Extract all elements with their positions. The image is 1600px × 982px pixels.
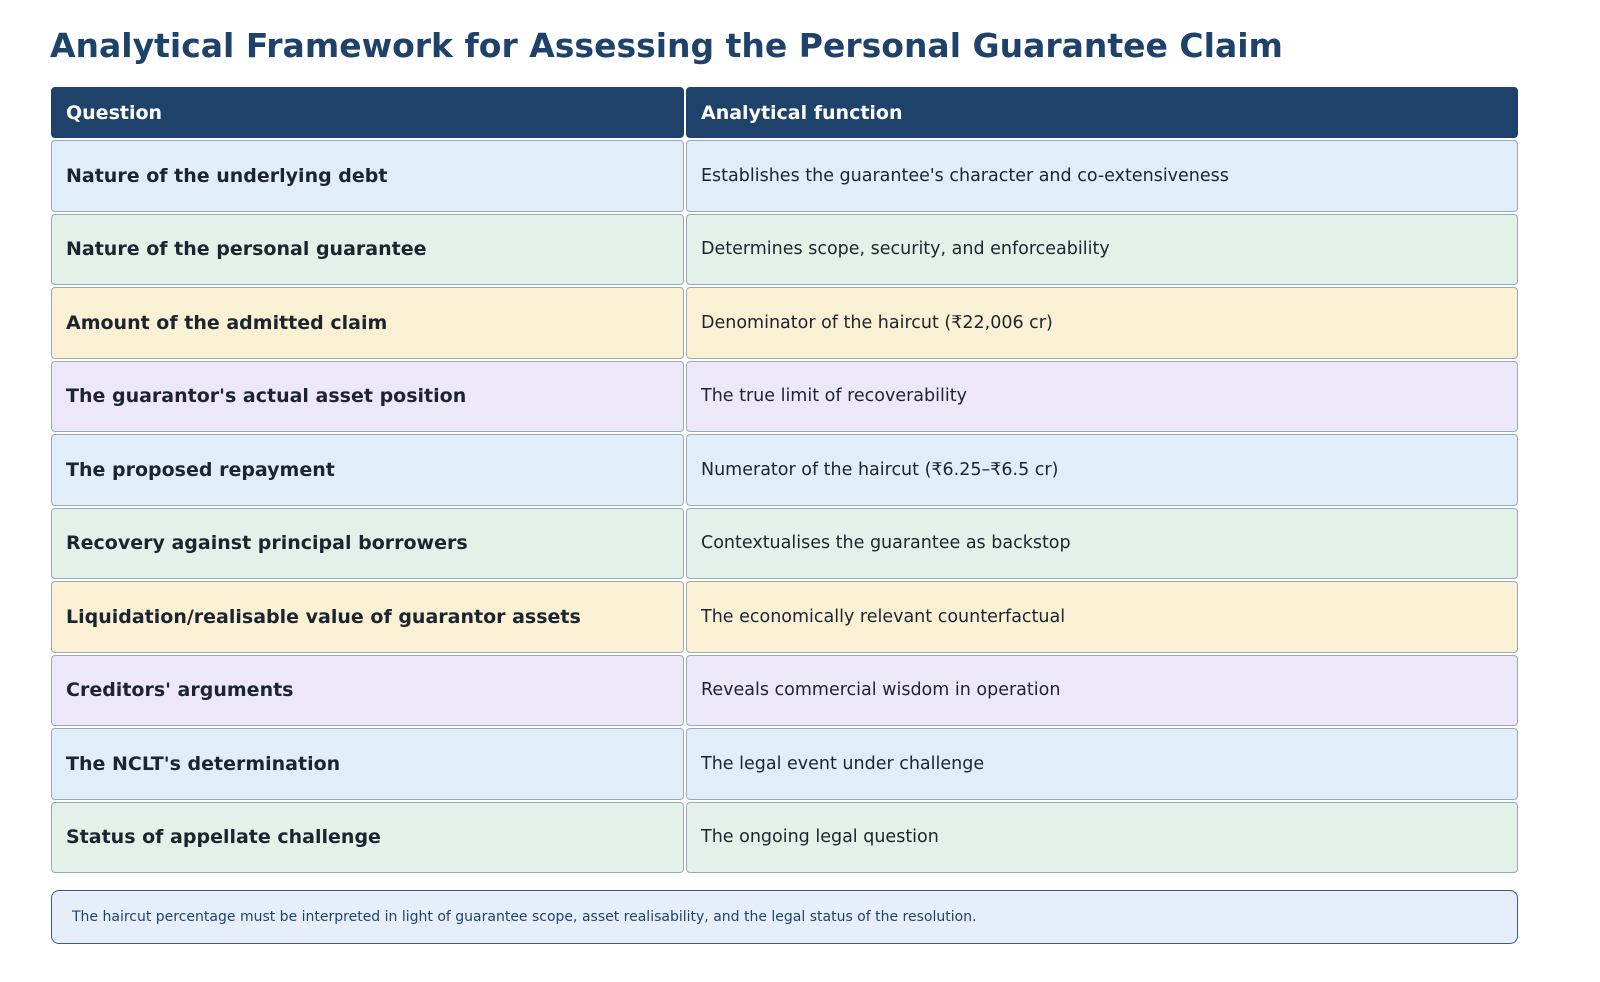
analytical-function-cell: Determines scope, security, and enforceability (686, 214, 1518, 286)
table-body (51, 140, 1518, 873)
analytical-function-cell: Establishes the guarantee's character and co-extensiveness (686, 140, 1518, 212)
table-header-row (51, 87, 1518, 138)
analytical-function-cell: Contextualises the guarantee as backstop (686, 508, 1518, 580)
question-cell: Liquidation/realisable value of guarantor assets (51, 581, 684, 653)
framework-table (51, 87, 1518, 875)
page-title: Analytical Framework for Assessing the Personal Guarantee Claim (50, 26, 1283, 65)
table-row (51, 802, 1518, 874)
footnote: The haircut percentage must be interpreted in light of guarantee scope, asset realisability, and the legal status of the resolution. (51, 890, 1518, 944)
table-row (51, 508, 1518, 580)
table-row (51, 361, 1518, 433)
question-cell: Nature of the personal guarantee (51, 214, 684, 286)
table-row (51, 581, 1518, 653)
analytical-function-cell: Numerator of the haircut (₹6.25–₹6.5 cr) (686, 434, 1518, 506)
header-question: Question (51, 87, 684, 138)
analytical-function-cell: The economically relevant counterfactual (686, 581, 1518, 653)
analytical-function-cell: The ongoing legal question (686, 802, 1518, 874)
table-row (51, 655, 1518, 727)
table-row (51, 728, 1518, 800)
table-row (51, 434, 1518, 506)
analytical-function-cell: Reveals commercial wisdom in operation (686, 655, 1518, 727)
question-cell: Recovery against principal borrowers (51, 508, 684, 580)
analytical-function-cell: The legal event under challenge (686, 728, 1518, 800)
question-cell: The NCLT's determination (51, 728, 684, 800)
question-cell: Amount of the admitted claim (51, 287, 684, 359)
analytical-function-cell: Denominator of the haircut (₹22,006 cr) (686, 287, 1518, 359)
header-analytical-function: Analytical function (686, 87, 1518, 138)
analytical-function-cell: The true limit of recoverability (686, 361, 1518, 433)
question-cell: Status of appellate challenge (51, 802, 684, 874)
question-cell: The proposed repayment (51, 434, 684, 506)
question-cell: Creditors' arguments (51, 655, 684, 727)
table-row (51, 214, 1518, 286)
question-cell: The guarantor's actual asset position (51, 361, 684, 433)
table-row (51, 287, 1518, 359)
table-row (51, 140, 1518, 212)
question-cell: Nature of the underlying debt (51, 140, 684, 212)
